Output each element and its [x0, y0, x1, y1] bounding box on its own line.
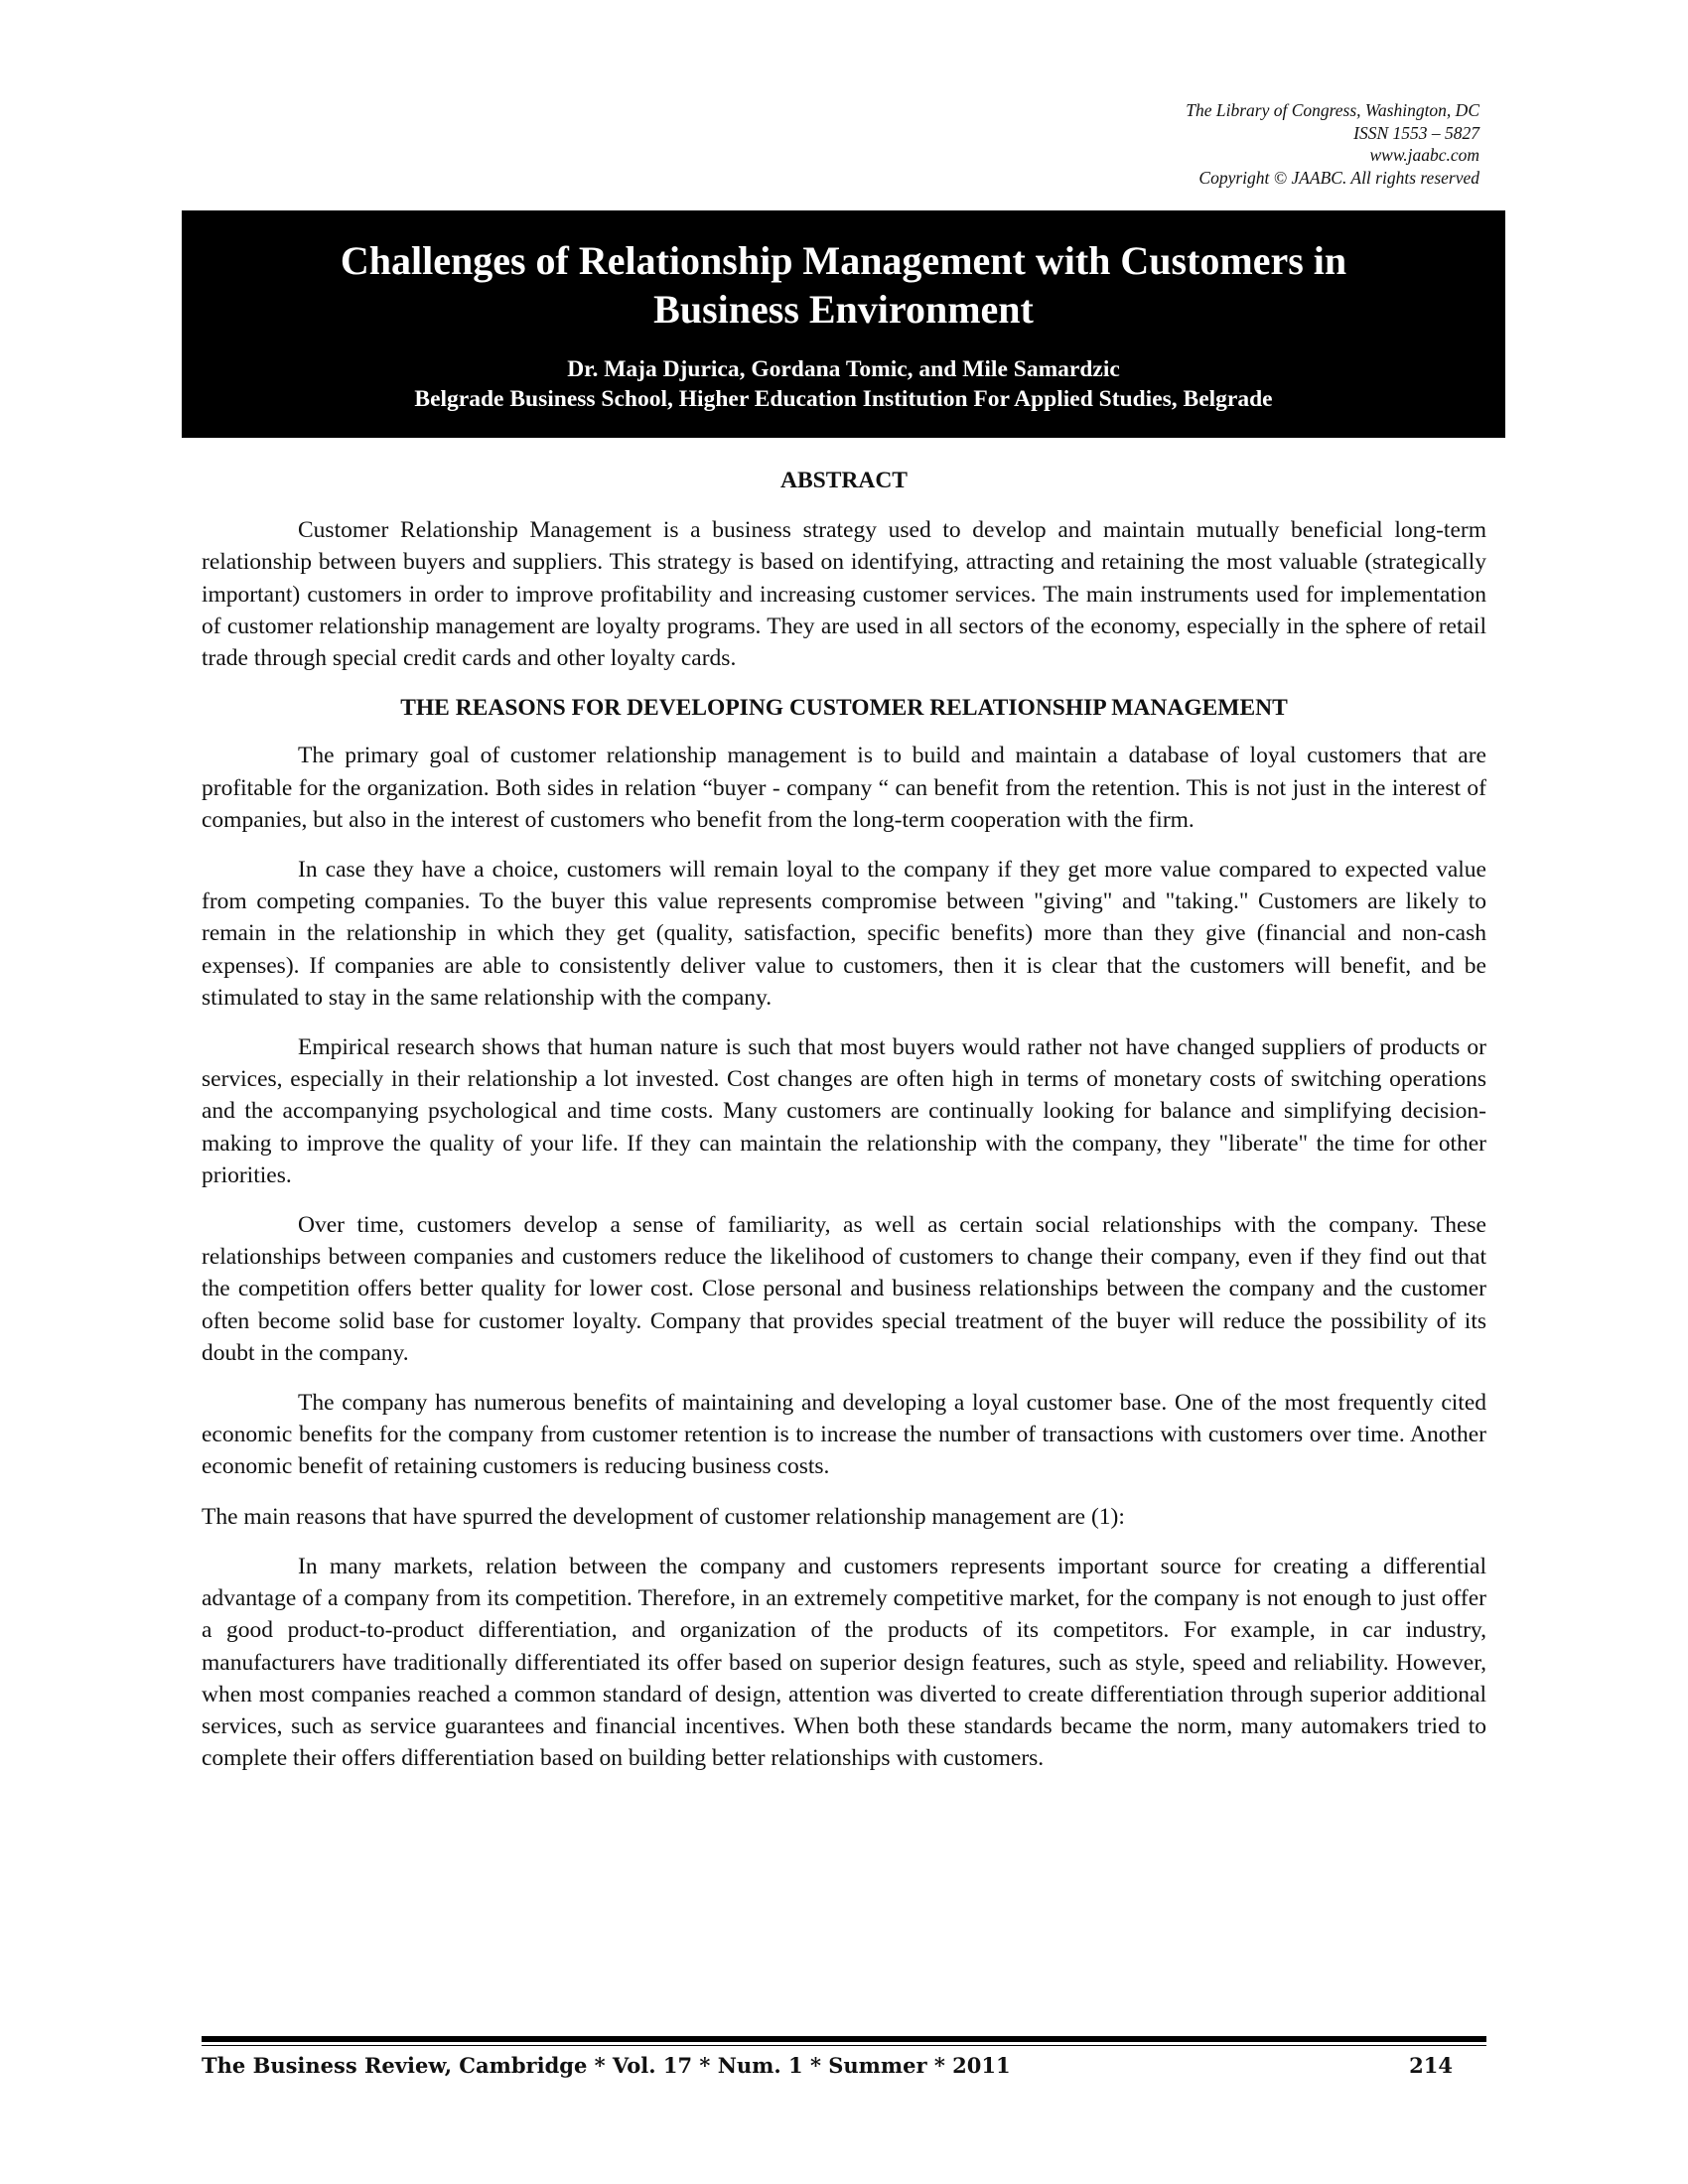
body-paragraph: Empirical research shows that human nature is such that most buyers would rather not have changed suppliers of products or services, especially in their relationship a lot invested. Cost changes are often high in terms of monetary costs of switching operations and the accompanying psychological and time costs. Many customers are continually looking for balance and simplifying decision-making to improve the quality of your life. If they can maintain the relationship with the company, they "liberate" the time for other priorities.	[202, 1034, 1486, 1188]
section-heading: THE REASONS FOR DEVELOPING CUSTOMER RELATIONSHIP MANAGEMENT	[400, 695, 1288, 722]
footer-divider-thin	[202, 2045, 1486, 2046]
library-line: The Library of Congress, Washington, DC	[1186, 100, 1479, 120]
abstract-heading: ABSTRACT	[780, 468, 908, 493]
body-paragraph: The primary goal of customer relationship management is to build and maintain a database of loyal customers that are profitable for the organization. Both sides in relation “buyer - company “ can benefit from the retention. This is not just in the interest of companies, but also in the interest of customers who benefit from the long-term cooperation with the firm.	[202, 743, 1486, 833]
lead-in-sentence: The main reasons that have spurred the development of customer relationship management are (1):	[202, 1503, 1125, 1530]
issn-line: ISSN 1553 – 5827	[1353, 122, 1479, 143]
affiliation: Belgrade Business School, Higher Education Institution For Applied Studies, Belgrade	[414, 386, 1273, 412]
body-paragraph: In many markets, relation between the company and customers represents important source for creating a differential advantage of a company from its competition. Therefore, in an extremely competitive market, for the company is not enough to just offer a good product-to-product differentiation, and organization of the products of its competitors. For example, in car industry, manufacturers have traditionally differentiated its offer based on superior design features, such as style, speed and reliability. However, when most companies reached a common standard of design, attention was diverted to create differentiation through superior additional services, such as service guarantees and financial incentives. When both these standards became the norm, many automakers tried to complete their offers differentiation based on building better relationships with customers.	[202, 1553, 1486, 1772]
page-number: 214	[1409, 2053, 1453, 2078]
body-paragraph: The company has numerous benefits of maintaining and developing a loyal customer base. One of the most frequently cited economic benefits for the company from customer retention is to increase the number of transactions with customers over time. Another economic benefit of retaining customers is reducing business costs.	[202, 1390, 1486, 1480]
copyright-line: Copyright © JAABC. All rights reserved	[1198, 167, 1479, 188]
authors: Dr. Maja Djurica, Gordana Tomic, and Mile Samardzic	[567, 356, 1120, 382]
title-banner	[182, 210, 1505, 438]
page-footer	[202, 2053, 1482, 2078]
abstract-text: Customer Relationship Management is a business strategy used to develop and maintain mutually beneficial long-term relationship between buyers and suppliers. This strategy is based on identifying, attracting and retaining the most valuable (strategically important) customers in order to improve profitability and increasing customer services. The main instruments used for implementation of customer relationship management are loyalty programs. They are used in all sectors of the economy, especially in the sphere of retail trade through special credit cards and other loyalty cards.	[202, 517, 1486, 672]
website-line: www.jaabc.com	[1369, 145, 1479, 165]
publication-info	[1186, 99, 1479, 189]
article-body	[202, 465, 1486, 1792]
paper-title: Challenges of Relationship Management with Customers in Business Environment	[340, 238, 1347, 332]
footer-divider	[202, 2036, 1486, 2042]
journal-citation: The Business Review, Cambridge * Vol. 17 * Num. 1 * Summer * 2011	[202, 2053, 1011, 2078]
body-paragraph: Over time, customers develop a sense of familiarity, as well as certain social relationships with the company. These relationships between companies and customers reduce the likelihood of customers to change their company, even if they find out that the competition offers better quality for lower cost. Close personal and business relationships between the company and the customer often become solid base for customer loyalty. Company that provides special treatment of the buyer will reduce the possibility of its doubt in the company.	[202, 1212, 1486, 1366]
body-paragraph: In case they have a choice, customers will remain loyal to the company if they get more value compared to expected value from competing companies. To the buyer this value represents compromise between "giving" and "taking." Customers are likely to remain in the relationship in which they get (quality, satisfaction, specific benefits) more than they give (financial and non-cash expenses). If companies are able to consistently deliver value to customers, then it is clear that the customers will benefit, and be stimulated to stay in the same relationship with the company.	[202, 857, 1486, 1011]
